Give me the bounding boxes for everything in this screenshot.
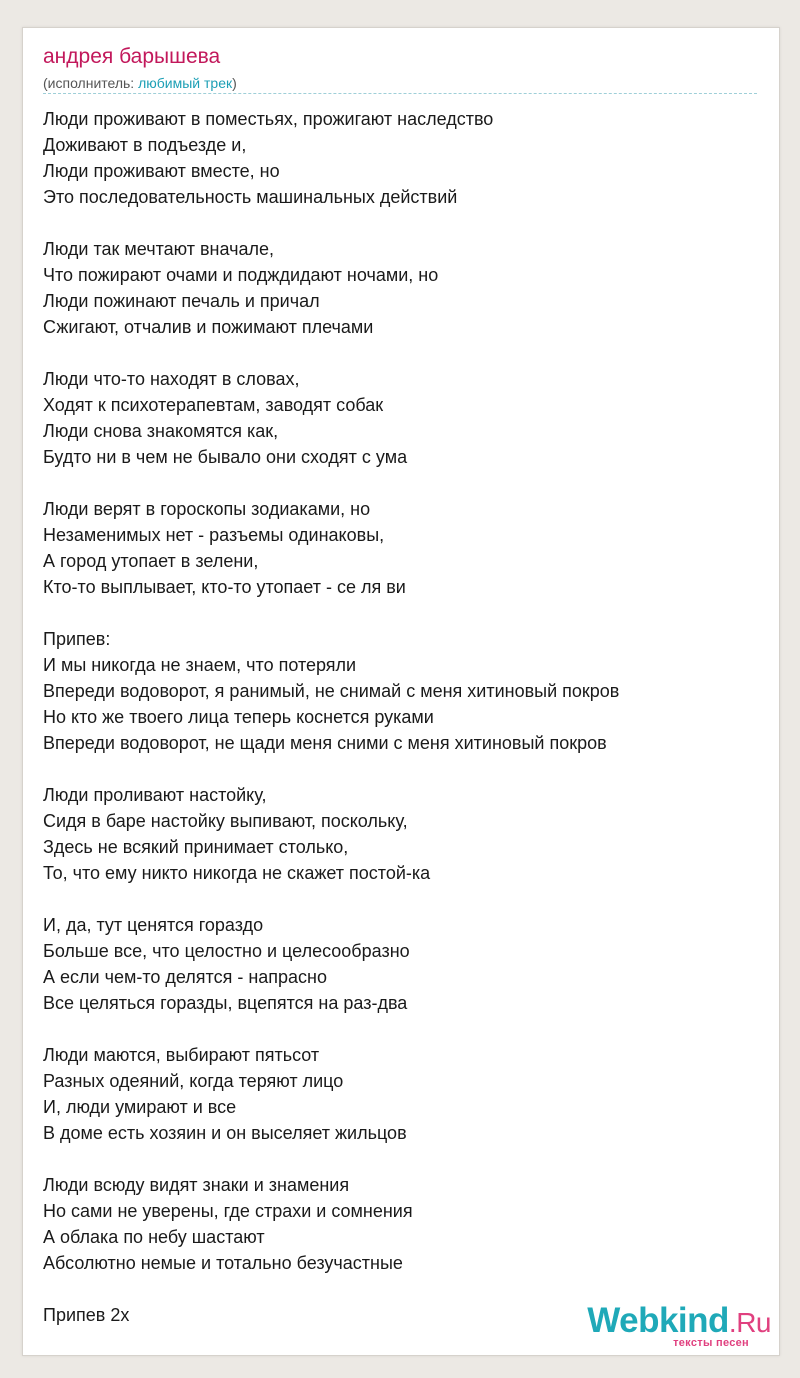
lyric-line: А если чем-то делятся - напрасно (43, 967, 328, 987)
logo-tagline: тексты песен (673, 1337, 749, 1349)
chorus-label: Припев: (43, 629, 111, 649)
lyric-line: Люди проживают в поместьях, прожигают наследство (43, 109, 494, 129)
artist-link[interactable]: любимый трек (138, 75, 233, 91)
lyric-line: И, да, тут ценятся гораздо (43, 915, 264, 935)
lyric-line: Люди всюду видят знаки и знамения (43, 1175, 350, 1195)
artist-prefix: (исполнитель: (43, 75, 139, 91)
lyric-line: А облака по небу шастают (43, 1227, 265, 1247)
stanza (43, 1042, 763, 1146)
lyric-line: Люди верят в гороскопы зодиаками, но (43, 499, 371, 519)
lyric-line: Впереди водоворот, я ранимый, не снимай с меня хитиновый покров (43, 681, 620, 701)
lyric-line: Незаменимых нет - разъемы одинаковы, (43, 525, 385, 545)
lyric-line: Это последовательность машинальных действий (43, 187, 458, 207)
lyric-line: Люди проживают вместе, но (43, 161, 280, 181)
lyric-line: То, что ему никто никогда не скажет постой-ка (43, 863, 431, 883)
lyric-line: А город утопает в зелени, (43, 551, 259, 571)
lyric-line: Люди маются, выбирают пятьсот (43, 1045, 320, 1065)
lyric-line: Но кто же твоего лица теперь коснется руками (43, 707, 434, 727)
artist-line (43, 74, 237, 92)
stanza (43, 496, 763, 600)
song-title: андрея барышева (43, 45, 221, 68)
lyric-line: Впереди водоворот, не щади меня сними с меня хитиновый покров (43, 733, 607, 753)
lyric-line: Люди проливают настойку, (43, 785, 267, 805)
chorus-repeat-line: Припев 2x (43, 1305, 130, 1325)
stanza (43, 236, 763, 340)
lyric-line: Что пожирают очами и подждидают ночами, но (43, 265, 439, 285)
lyric-line: Но сами не уверены, где страхи и сомнения (43, 1201, 413, 1221)
lyrics-card (22, 27, 780, 1356)
lyric-line: Доживают в подъезде и, (43, 135, 247, 155)
lyric-line: Сжигают, отчалив и пожимают плечами (43, 317, 374, 337)
lyric-line: Ходят к психотерапевтам, заводят собак (43, 395, 384, 415)
lyric-line: Больше все, что целостно и целесообразно (43, 941, 410, 961)
lyrics-body (43, 106, 763, 1354)
stanza (43, 1172, 763, 1276)
lyric-line: В доме есть хозяин и он выселяет жильцов (43, 1123, 407, 1143)
lyric-line: Люди пожинают печаль и причал (43, 291, 320, 311)
stanza (43, 366, 763, 470)
lyric-line: И, люди умирают и все (43, 1097, 237, 1117)
logo-main-text: Webkind (587, 1301, 729, 1340)
lyric-line: Люди снова знакомятся как, (43, 421, 279, 441)
lyric-line: Будто ни в чем не бывало они сходят с ума (43, 447, 408, 467)
header-divider (43, 93, 757, 94)
lyric-line: Люди что-то находят в словах, (43, 369, 300, 389)
lyric-line: Здесь не всякий принимает столько, (43, 837, 349, 857)
stanza (43, 106, 763, 210)
lyric-line: Люди так мечтают вначале, (43, 239, 274, 259)
lyric-line: Кто-то выплывает, кто-то утопает - се ля ви (43, 577, 406, 597)
lyric-line: И мы никогда не знаем, что потеряли (43, 655, 357, 675)
lyric-line: Сидя в баре настойку выпивают, поскольку, (43, 811, 408, 831)
chorus-stanza (43, 626, 763, 756)
lyric-line: Все целяться горазды, вцепятся на раз-два (43, 993, 408, 1013)
stanza (43, 782, 763, 886)
logo-suffix: .Ru (728, 1307, 771, 1338)
stanza (43, 912, 763, 1016)
artist-suffix: ) (232, 75, 237, 91)
lyric-line: Абсолютно немые и тотально безучастные (43, 1253, 403, 1273)
lyric-line: Разных одеяний, когда теряют лицо (43, 1071, 344, 1091)
webkind-logo[interactable] (576, 1301, 771, 1351)
